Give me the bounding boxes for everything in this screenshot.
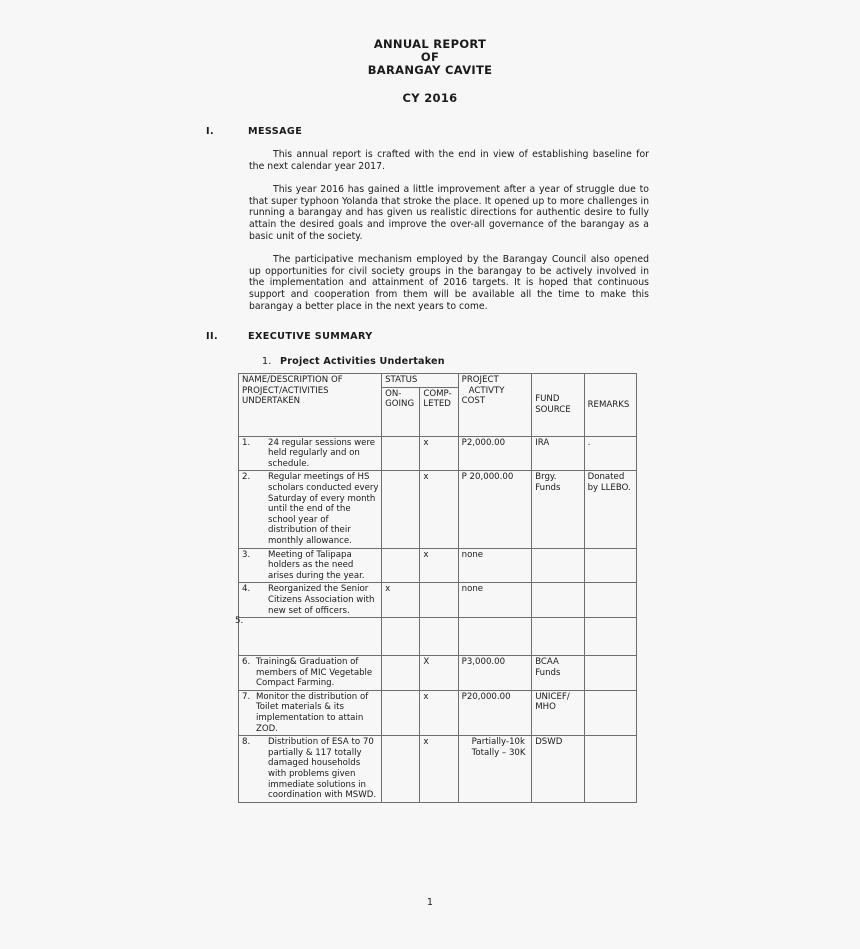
- row-name-cell: [239, 436, 382, 471]
- section-message-number: I.: [206, 126, 215, 137]
- row-completed-mark: X: [420, 656, 458, 691]
- row-cost: [458, 618, 532, 656]
- row-fund-source: DSWD: [532, 736, 584, 803]
- page-number: 1: [427, 897, 433, 908]
- row-ongoing-mark: [382, 436, 420, 471]
- header-cost-line-1: PROJECT: [461, 375, 499, 385]
- row-fund-source: [532, 583, 584, 618]
- table-header: [239, 374, 637, 437]
- row-number: 6.: [242, 657, 251, 668]
- row-name-cell: [239, 736, 382, 803]
- title-line-2: OF: [420, 50, 440, 65]
- row-remarks: [584, 618, 636, 656]
- row-remarks: [584, 583, 636, 618]
- header-cell-fund-source: FUND SOURCE: [532, 374, 584, 437]
- row-item: [242, 737, 379, 801]
- section-executive-summary-label: EXECUTIVE SUMMARY: [248, 331, 373, 342]
- row-completed-mark: x: [420, 471, 458, 548]
- subsection-project-activities-number: 1.: [262, 356, 272, 367]
- row-description: Regular meetings of HS scholars conducted every Saturday of every month until the end of the school year of distribution of their monthly allowance.: [268, 472, 379, 546]
- table-body: [235, 436, 637, 802]
- document-title-block: [0, 38, 860, 105]
- row-fund-source: [532, 548, 584, 583]
- project-activities-table-wrapper: [235, 373, 637, 803]
- row-ongoing-mark: [382, 471, 420, 548]
- title-line-3: BARANGAY CAVITE: [367, 63, 493, 78]
- row-completed-mark: x: [420, 548, 458, 583]
- row-fund-source: [532, 618, 584, 656]
- row-name-cell: [235, 616, 382, 656]
- row-number: 8.: [242, 737, 251, 748]
- header-cost-line-3: COST: [461, 396, 486, 407]
- table-row: [239, 656, 637, 691]
- row-cost: none: [458, 548, 532, 583]
- header-cell-project-activity-cost: [458, 374, 532, 437]
- row-item: [242, 692, 379, 734]
- row-item: [242, 584, 379, 616]
- row-number: 7.: [242, 691, 251, 702]
- row-completed-mark: x: [420, 690, 458, 735]
- row-name-cell: [239, 656, 382, 691]
- row-number: 3.: [242, 549, 251, 560]
- table-row: [239, 471, 637, 548]
- row-description: Distribution of ESA to 70 partially & 117 totally damaged households with problems given immediate solutions in coordination with MSWD.: [268, 737, 377, 801]
- row-item: [242, 550, 379, 582]
- row-cost: P3,000.00: [458, 656, 532, 691]
- row-name-cell: [239, 471, 382, 548]
- row-item: [242, 472, 379, 546]
- table-row: [239, 548, 637, 583]
- row-ongoing-mark: [382, 656, 420, 691]
- header-cell-name: NAME/DESCRIPTION OF PROJECT/ACTIVITIES UNDERTAKEN: [239, 374, 382, 437]
- header-cell-remarks: REMARKS: [584, 374, 636, 437]
- message-paragraph-1: This annual report is crafted with the end in view of establishing baseline for the next calendar year 2017.: [249, 149, 649, 172]
- header-cell-status: STATUS: [382, 374, 459, 388]
- row-fund-source: IRA: [532, 436, 584, 471]
- row-fund-source: Brgy. Funds: [532, 471, 584, 548]
- row-remarks: .: [584, 436, 636, 471]
- row-cost: P 20,000.00: [458, 471, 532, 548]
- row-number: 4.: [242, 584, 251, 595]
- row-description: Training& Graduation of members of MIC Vegetable Compact Farming.: [256, 657, 373, 689]
- title-line-1: ANNUAL REPORT: [373, 37, 487, 51]
- section-message-label: MESSAGE: [248, 126, 303, 137]
- row-cost: Partially-10k Totally – 30K: [458, 736, 532, 803]
- row-item: [242, 657, 379, 689]
- row-cost: none: [458, 583, 532, 618]
- table-row: [239, 736, 637, 803]
- row-item: [242, 438, 379, 470]
- row-number: 2.: [242, 472, 251, 483]
- row-remarks: [584, 736, 636, 803]
- row-ongoing-mark: [382, 736, 420, 803]
- row-description: 24 regular sessions were held regularly and on schedule.: [268, 437, 376, 469]
- row-cost: P2,000.00: [458, 436, 532, 471]
- header-cell-completed: COMP-LETED: [420, 387, 458, 436]
- row-name-cell: [239, 548, 382, 583]
- header-cell-ongoing: ON-GOING: [382, 387, 420, 436]
- row-completed-mark: x: [420, 736, 458, 803]
- row-remarks: [584, 656, 636, 691]
- row-ongoing-mark: [382, 690, 420, 735]
- row-number: 1.: [242, 437, 251, 448]
- message-paragraph-3: The participative mechanism employed by the Barangay Council also opened up opportunities for civil society groups in the barangay to be actively involved in the implementation and attainment of 2016 targets. It is hoped that continuous support and cooperation from them will be available all the time to make this barangay a better place in the next years to come.: [249, 254, 649, 312]
- row-fund-source: UNICEF/ MHO: [532, 690, 584, 735]
- title-calendar-year: CY 2016: [402, 90, 458, 105]
- row-ongoing-mark: [382, 548, 420, 583]
- row-description: Meeting of Talipapa holders as the need arises during the year.: [268, 549, 365, 581]
- row-number: 5.: [235, 616, 244, 627]
- row-cost: P20,000.00: [458, 690, 532, 735]
- table-header-row-1: [239, 374, 637, 388]
- table-row: [239, 583, 637, 618]
- row-ongoing-mark: [382, 618, 420, 656]
- project-activities-table: [235, 373, 637, 803]
- row-name-cell: [239, 583, 382, 618]
- subsection-project-activities-label: Project Activities Undertaken: [280, 356, 445, 367]
- header-cost-line-2: ACTIVTY: [468, 385, 505, 396]
- row-name-cell: [239, 690, 382, 735]
- row-completed-mark: [420, 618, 458, 656]
- row-fund-source: BCAA Funds: [532, 656, 584, 691]
- section-executive-summary-number: II.: [206, 331, 218, 342]
- row-description: Monitor the distribution of Toilet materials & its implementation to attain ZOD.: [256, 691, 369, 734]
- table-row: [239, 618, 637, 656]
- row-completed-mark: x: [420, 436, 458, 471]
- row-completed-mark: [420, 583, 458, 618]
- message-paragraph-2: This year 2016 has gained a little improvement after a year of struggle due to that super typhoon Yolanda that stroke the place. It opened up to more challenges in running a barangay and has given us realistic directions for authentic desire to fully attain the desired goals and improve the over-all governance of the barangay as a basic unit of the society.: [249, 184, 649, 242]
- row-remarks: [584, 690, 636, 735]
- row-remarks: Donated by LLEBO.: [584, 471, 636, 548]
- row-description: Reorganized the Senior Citizens Association with new set of officers.: [268, 584, 375, 616]
- table-row: [239, 436, 637, 471]
- row-remarks: [584, 548, 636, 583]
- row-ongoing-mark: x: [382, 583, 420, 618]
- table-row: [239, 690, 637, 735]
